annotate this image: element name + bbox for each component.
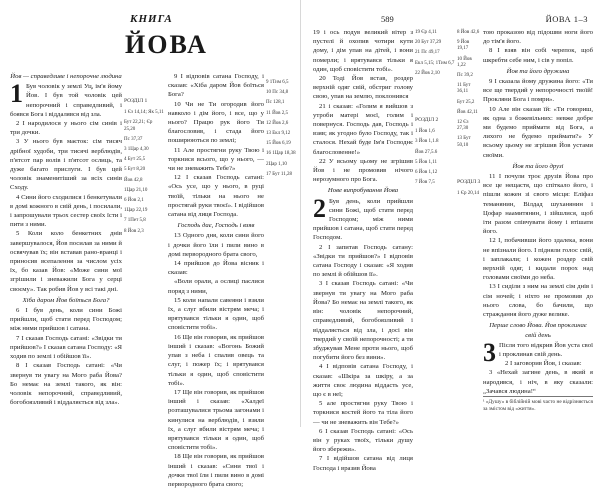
verse-1: 1 Був чоловік у землі Уц, ім'я йому Йов. І був той чоловік цей непорочний і справедливий, і боявся Бога і віддалявся від зла. xyxy=(10,79,122,118)
verse-22: 22 У всьому цьому не згрішив Йов і не промовив нічого нерозумного про Бога. xyxy=(313,157,413,184)
section-heading: Йов — справедливе і непорочне людина xyxy=(10,73,122,80)
footnote: ¹ «Душу» в біблійній мові часто не відрізняється за змістом від «життя». xyxy=(483,399,593,412)
chapter-2-verse-13: 13 І сиділи з ним на землі сім днів і сім ночей; і ніхто не промовив до нього слова, бо бачили, що страждання його дуже велике. xyxy=(483,283,593,319)
cross-reference: 7 Йов 7,5 xyxy=(415,180,435,186)
chapter-2-verse-4: 4 І відповів сатана Господу, і сказав: «Шкіра за шкіру, а за життя своє людина віддасть усе, що є в неї; xyxy=(313,363,413,398)
cross-references-left-2 xyxy=(266,80,298,420)
cross-reference: 3 1Цар 4,30 xyxy=(124,147,149,153)
cross-reference: 9 1Тим 6,5 xyxy=(266,80,289,85)
cross-reference: 8 Йов 42,6 xyxy=(457,30,480,35)
cross-reference: 1 Йов 1,6 xyxy=(415,129,435,135)
chapter-2-verse-3: 3 І сказав Господь сатані: «Чи звернув ти увагу на Мого раба Йова? Бо немає на землі такого, як він: чоловік непорочний, справедливий, богобоязливий і віддаляється від зла, і досі він твердий у своїй непорочності; а ти збуджував Мене проти нього, щоб погубити його без вини». xyxy=(313,280,413,362)
cross-reference: 15 Йов 6,19 xyxy=(266,141,291,147)
cross-reference: 22 Йов 2,10 xyxy=(415,70,440,76)
chapter-2-verse-12: 12 І, побачивши його здалека, вони не впізнали його. І підняли голос свій, і заплакали; і кожен роздер свій верхній одяг, і кидали порох над головами своїми до неба. xyxy=(483,237,593,282)
cross-references-right-1 xyxy=(415,30,455,420)
book-label: КНИГА xyxy=(130,13,173,25)
chapter-number: 2 xyxy=(313,193,326,223)
cross-references-left-1 xyxy=(124,98,164,418)
verse-15: 15 коли напали савеяни і взяли їх, а слуг вбили вістрям меча; і врятувався тільки я один, щоб сповістити тобі». xyxy=(168,296,264,332)
verse-6: 6 І був день, коли сини Божі прийшли, щоб стати перед Господом; між ними прийшов і сатана. xyxy=(10,307,122,333)
cross-reference: 5 Бут 8,20 xyxy=(124,167,146,173)
cross-reference: 6 Йов 1,12 xyxy=(415,170,438,176)
chapter-number: 3 xyxy=(483,337,496,367)
cross-reference: 10 Йов 1,22 xyxy=(457,56,472,68)
verse-17: 17 Ще він говорив, як прийшов інший і сказав: «Халдеї розташувалися трьома загонами і кинулися на верблюдів, і взяли їх, а слуг вбили вістрям меча; і врятувався тільки я один, щоб сповістити тобі». xyxy=(168,388,264,452)
running-head: ЙОВА 1–3 xyxy=(545,14,588,24)
chapter-2-verse-10: 10 Але він сказав їй: «Ти говориш, як одна з божевільних: невже добре ми будемо приймати від Бога, а лихого не будемо приймати?» У всьому цьому не згрішив Йов устами своїми. xyxy=(483,105,593,159)
verse-3: 3 У нього був маєток: сім тисяч дрібної худоби, три тисячі верблюдів, п'ятсот пар волів і п'ятсот ослиць, та дуже багато прислуги. І був цей чоловік знаменитіший за всіх синів Сходу. xyxy=(10,138,122,192)
chapter-2-verse-1: 2 Був день, коли прийшли сини Божі, щоб стати перед Господом; між ними прийшов і сатана, щоб стати перед Господом. xyxy=(313,193,413,242)
left-column-1 xyxy=(10,72,122,422)
chapter-2-verse-8: 8 І взяв він собі черепок, щоб шкребти себе ним, і сів у попіл. xyxy=(483,47,593,64)
section-heading: Перше слово Йова. Йов проклинає свій день xyxy=(489,322,587,339)
cross-reference: Екл 5,15; 1Тим 6,7 xyxy=(415,60,455,66)
right-page xyxy=(301,0,600,472)
cross-reference: Бут 25,2 xyxy=(457,99,475,105)
chapter-marker: РОЗДІЛ 1 xyxy=(124,98,148,104)
verse-12: 12 І сказав Господь сатані: «Ось усе, що у нього, в руці твоїй, тільки на нього не простягай руки твоєї». І відійшов сатана від лиця Господа. xyxy=(168,174,264,219)
cross-reference: Пс 128,1 xyxy=(266,100,285,106)
verse-5: 5 Коли коло бенкетних днів завершувалося, Йов посилав за ними й освячував їх; він вставав рано-вранці і приносив всепалення за числом усіх їх, бо казав Йов: «Може сини мої згрішили і зневажили Бога у серці своєму». Так робив Йов у всі такі дні. xyxy=(10,230,122,293)
footnote-divider xyxy=(483,396,593,397)
cross-reference: 3 Йов 1,1.8 xyxy=(415,139,439,145)
chapter-2-verse-7-cont: тою проказою від підошви ноги його до тім'я його. xyxy=(483,29,593,46)
chapter-marker: РОЗДІЛ 3 xyxy=(457,178,481,185)
verse-21: 21 і сказав: «Голим я вийшов з утроби матері моєї, голим і повернуся. Господь дав, Господь і взяв; як угодно було Господу, так і сталося. Нехай буде Ім'я Господнє благословенне!» xyxy=(313,102,413,156)
chapter-number: 1 xyxy=(10,79,23,109)
section-heading: Йов та його дружина xyxy=(506,67,570,75)
cross-reference: 20 Бут 37,29 xyxy=(415,40,442,46)
verse-13: 13 Одного дня, коли сини його і дочки його їли і пили вино в домі первородного брата свого, xyxy=(168,232,264,258)
cross-references-right-2 xyxy=(457,30,481,420)
chapter-2-verse-7: 7 І відійшов сатана від лиця Господа і вразив Йова xyxy=(313,455,413,472)
cross-reference: 12 Єз 27,30 xyxy=(457,120,469,132)
cross-reference: 12 Йов 2,6 xyxy=(266,120,289,126)
cross-reference: 13 Екл 9,12 xyxy=(266,131,291,137)
book-title: ЙОВА xyxy=(125,30,208,59)
cross-reference: 6 Йов 2,1 xyxy=(124,198,144,204)
page-number: 589 xyxy=(381,14,394,24)
cross-reference: 1Цар 22,19 xyxy=(124,208,148,214)
cross-reference: Йов 42,11 xyxy=(457,109,478,115)
cross-reference: 11 Бут 36,11 xyxy=(457,83,471,95)
verse-4: 4 Сини його сходилися і бенкетували в домі кожного в свій день, і посилали, і запрошували трьох сестер своїх їсти і пити з ними. xyxy=(10,193,122,229)
verse-7: 7 І сказав Господь сатані: «Звідки ти прийшов?» І сказав сатана Господу: «Я ходив по землі і обійшов її». xyxy=(10,334,122,361)
cross-reference: 5 Йов 1,11 xyxy=(415,159,438,165)
verse-9: 9 І відповів сатана Господу, і сказав: «Хіба даром Йов боїться Бога? xyxy=(168,73,264,99)
cross-reference: 1 Єр 20,14 xyxy=(457,191,480,197)
cross-reference: 8 Йов 2,3 xyxy=(124,228,144,234)
cross-reference: Пс 37,37 xyxy=(124,136,143,142)
cross-reference: 1Цар 21,10 xyxy=(124,187,148,193)
chapter-2-verse-2: 2 І запитав Господь сатану: «Звідки ти прийшов?» І відповів сатана Господу і сказав: «Я ходив по землі й обійшов її». xyxy=(313,243,413,279)
cross-reference: 7 1Пет 5,8 xyxy=(124,218,146,224)
verse-8: 8 І сказав Господь сатані: «Чи звернув ти увагу на Мого раба Йова? Бо немає на землі такого, як він: чоловік непорочний, справедливий, богобоязливий і віддаляється від зла». xyxy=(10,362,122,407)
verse-14-quote: «Воли орали, а ослиці паслися поряд з ними, xyxy=(168,278,264,295)
left-column-2 xyxy=(168,72,264,488)
cross-reference: Бут 22,21; Єр 25,20 xyxy=(124,120,153,132)
verse-10: 10 Чи не Ти огородив його навколо і дім його, і все, що у нього? Працю рук його Ти благословив, і стада його поширюються по землі; xyxy=(168,100,264,145)
verse-19: 19 і ось подув великий вітер з пустелі й охопив чотири кути дому, і дім упав на дітей, і вони померли; і врятувався тільки я один, щоб сповістити тобі». xyxy=(313,29,413,73)
section-heading: Йов та його друзі xyxy=(512,162,564,170)
cross-reference: 11 Йов 2,5 xyxy=(266,110,289,116)
right-column-1 xyxy=(313,28,413,472)
cross-reference: Пс 39,2 xyxy=(457,73,473,79)
cross-reference: 2Цар 1,10 xyxy=(266,161,287,167)
section-heading: Хіба даром Йов боїться Бога? xyxy=(22,296,110,304)
chapter-2-verse-11: 11 І почули троє друзів Йова про все це нещастя, що спіткало його, і пішли кожен зі свого місця: Еліфаз теманянин, Вілдад шуханянин і Цофар наамитянин, і зійшлися, щоб іти разом співчувати йому і втішати його. xyxy=(483,173,593,236)
chapter-3-verse-2: 2 І заговорив Йов, і сказав: xyxy=(505,360,582,368)
verse-16: 16 Ще він говорив, як прийшов інший і сказав: «Вогонь Божий упав з неба і спалив овець та слуг, і пожер їх; і врятувався тільки я один, щоб сповістити тобі». xyxy=(168,333,264,387)
cross-reference: 10 Пс 34,8 xyxy=(266,90,289,96)
chapter-2-verse-9: 9 І сказала йому дружина його: «Ти все ще твердий у непорочності твоїй! Прокляни Бога і помри». xyxy=(483,78,593,104)
verse-14: 14 прийшов до Йова вісник і сказав: xyxy=(168,260,264,277)
cross-reference: 9 Йов 19,17 xyxy=(457,40,470,52)
chapter-3-verse-3: 3 «Нехай загине день, в який я народився, і ніч, в яку сказали: „Зачався людина!“ xyxy=(483,369,593,395)
verse-20: 20 Тоді Йов встав, роздер верхній одяг свій, обстриг голову свою, упав на землю, поклонився xyxy=(313,75,413,101)
cross-reference: Йов 27,5.6 xyxy=(415,149,438,155)
cross-reference: 16 1Цар 18,38 xyxy=(266,151,296,157)
cross-reference: 21 Пс 49,17 xyxy=(415,50,440,56)
cross-reference: 4 Бут 25,5 xyxy=(124,157,146,163)
section-heading: Господь дає, Господь і взяв xyxy=(177,222,255,230)
verse-18: 18 Ще він говорив, як прийшов інший і сказав: «Сини твої і дочки твої їли і пили вино в домі первородного брата свого; xyxy=(168,453,264,488)
cross-reference: 1 Єз 14,14; Як 5,11 xyxy=(124,110,164,116)
chapter-2-verse-5: 5 але простягни руку Твою і торкнися костей його та тіла його — чи не зневажить він Тебе?» xyxy=(313,400,413,426)
cross-reference: Йов 42,8 xyxy=(124,177,143,183)
right-column-2 xyxy=(483,28,593,395)
chapter-3-verse-1: 3 Після того відкрив Йов уста свої і проклинав свій день. xyxy=(483,337,593,367)
verse-11: 11 Але простягни руку Твою і торкнися всього, що у нього, — чи не зневажить Тебе?» xyxy=(168,146,264,173)
cross-reference: 19 Єр 4,11 xyxy=(415,30,437,35)
section-heading: Нове випробування Йова xyxy=(327,187,399,195)
chapter-2-verse-6: 6 І сказав Господь сатані: «Ось він у руках твоїх, тільки душу його збережи». xyxy=(313,427,413,454)
verse-2: 2 І народилося у нього сім синів і три дочки. xyxy=(10,120,122,137)
chapter-marker: РОЗДІЛ 2 xyxy=(415,117,439,124)
cross-reference: 17 Бут 11,28 xyxy=(266,171,292,177)
cross-reference: 13 Бут 50,10 xyxy=(457,136,471,148)
